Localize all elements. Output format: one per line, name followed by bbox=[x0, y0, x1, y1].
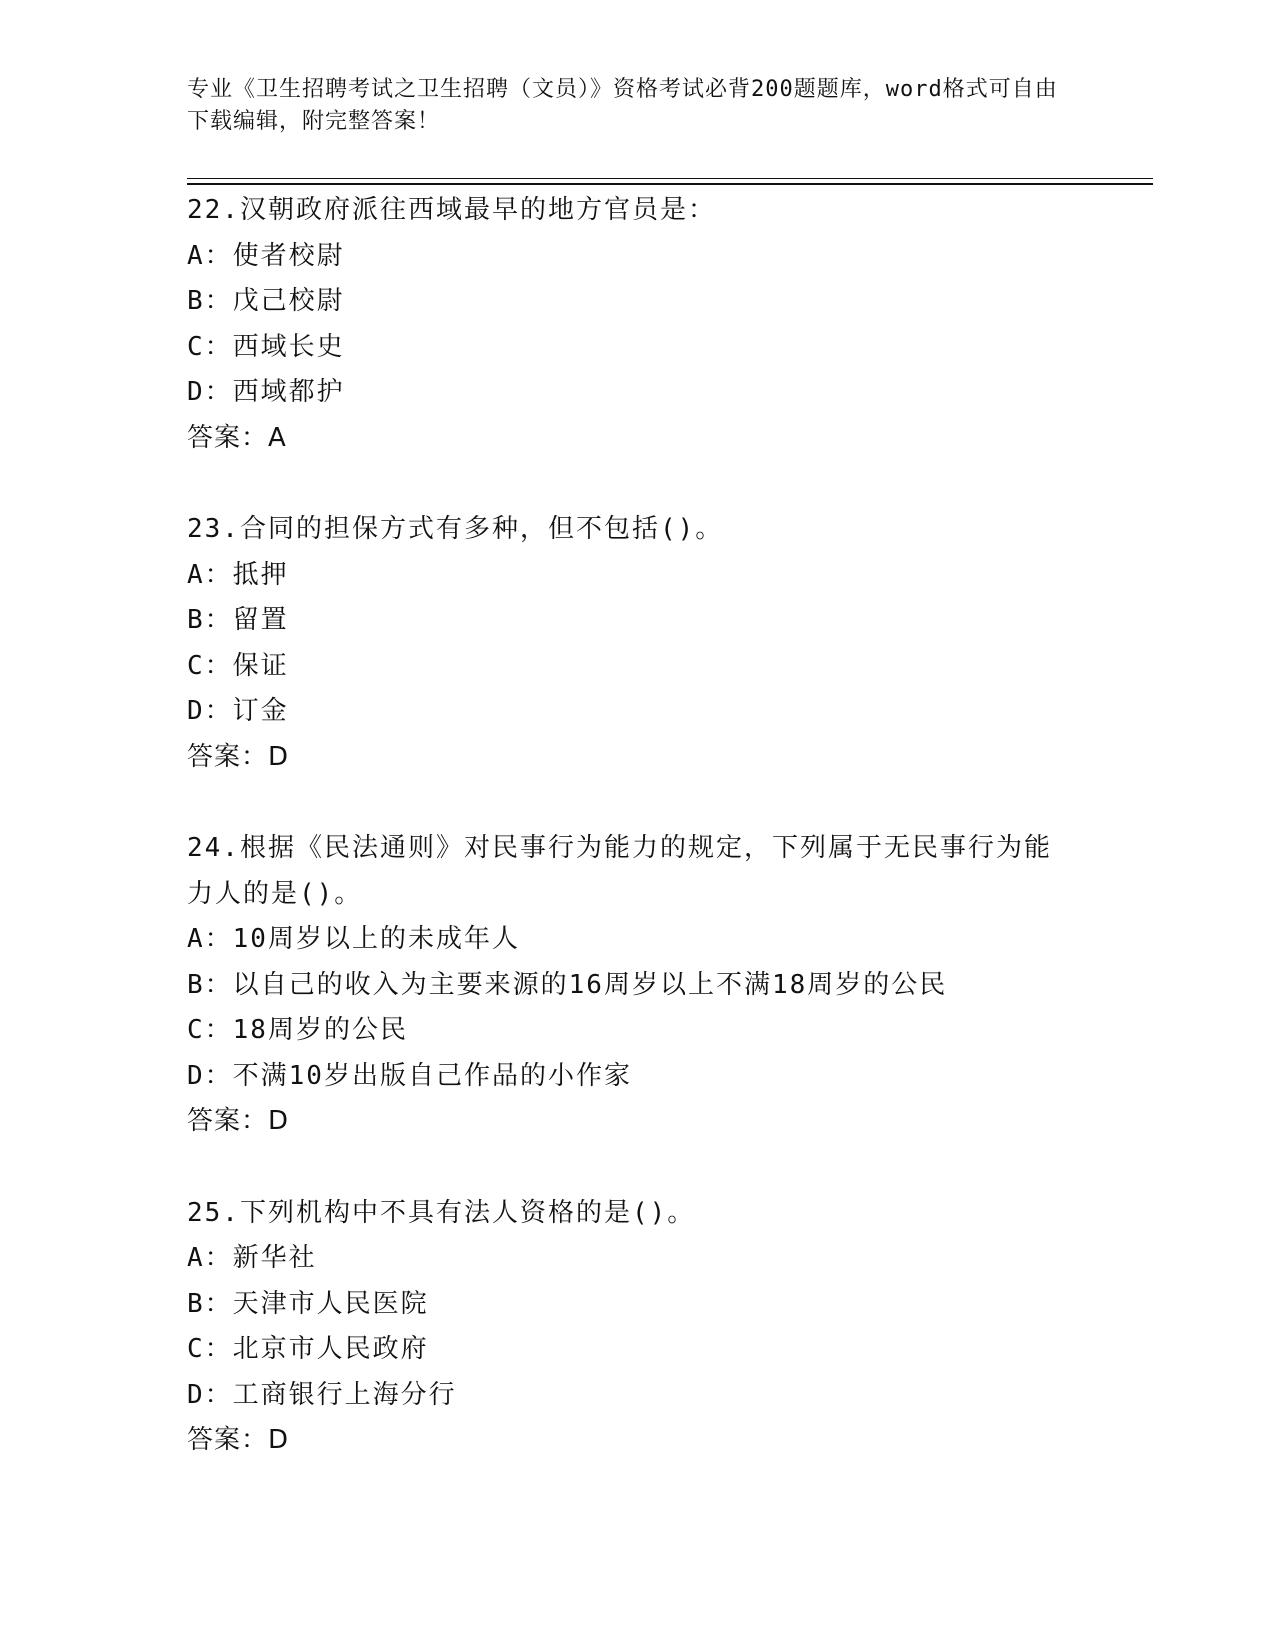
answer-line: 答案：D bbox=[187, 1106, 290, 1136]
option-a: A：10周岁以上的未成年人 bbox=[187, 924, 520, 954]
header-divider-thick bbox=[187, 183, 1153, 185]
option-c: C：保证 bbox=[187, 650, 289, 681]
question-23 bbox=[187, 507, 1087, 780]
header-divider-thin bbox=[187, 178, 1153, 179]
option-c: C：北京市人民政府 bbox=[187, 1334, 429, 1364]
question-25 bbox=[187, 1191, 1087, 1464]
option-d: D：不满10岁出版自己作品的小作家 bbox=[187, 1060, 632, 1091]
question-stem: 24.根据《民法通则》对民事行为能力的规定，下列属于无民事行为能力人的是()。 bbox=[187, 833, 1052, 909]
question-24 bbox=[187, 826, 1087, 1145]
option-c: C：18周岁的公民 bbox=[187, 1015, 408, 1045]
option-d: D：西域都护 bbox=[187, 377, 345, 407]
answer-line: 答案：D bbox=[187, 1425, 290, 1455]
question-stem: 22.汉朝政府派往西域最早的地方官员是： bbox=[187, 195, 716, 225]
option-d: D：订金 bbox=[187, 696, 289, 726]
question-stem: 25.下列机构中不具有法人资格的是()。 bbox=[187, 1197, 696, 1228]
option-a: A：使者校尉 bbox=[187, 240, 345, 271]
answer-line: 答案：A bbox=[187, 422, 287, 453]
question-22 bbox=[187, 188, 1087, 461]
answer-line: 答案：D bbox=[187, 741, 290, 772]
option-a: A：新华社 bbox=[187, 1243, 317, 1273]
option-d: D：工商银行上海分行 bbox=[187, 1379, 457, 1410]
option-b: B：戊己校尉 bbox=[187, 286, 345, 316]
option-b: B：留置 bbox=[187, 605, 289, 635]
document-header: 专业《卫生招聘考试之卫生招聘（文员）》资格考试必背200题题库，word格式可自由下载编辑，附完整答案！ bbox=[187, 77, 1058, 134]
option-b: B：以自己的收入为主要来源的16周岁以上不满18周岁的公民 bbox=[187, 969, 948, 1000]
option-a: A：抵押 bbox=[187, 559, 289, 590]
question-list bbox=[187, 188, 1087, 1510]
option-b: B：天津市人民医院 bbox=[187, 1288, 429, 1319]
question-stem: 23.合同的担保方式有多种，但不包括()。 bbox=[187, 514, 724, 544]
option-c: C：西域长史 bbox=[187, 331, 345, 362]
